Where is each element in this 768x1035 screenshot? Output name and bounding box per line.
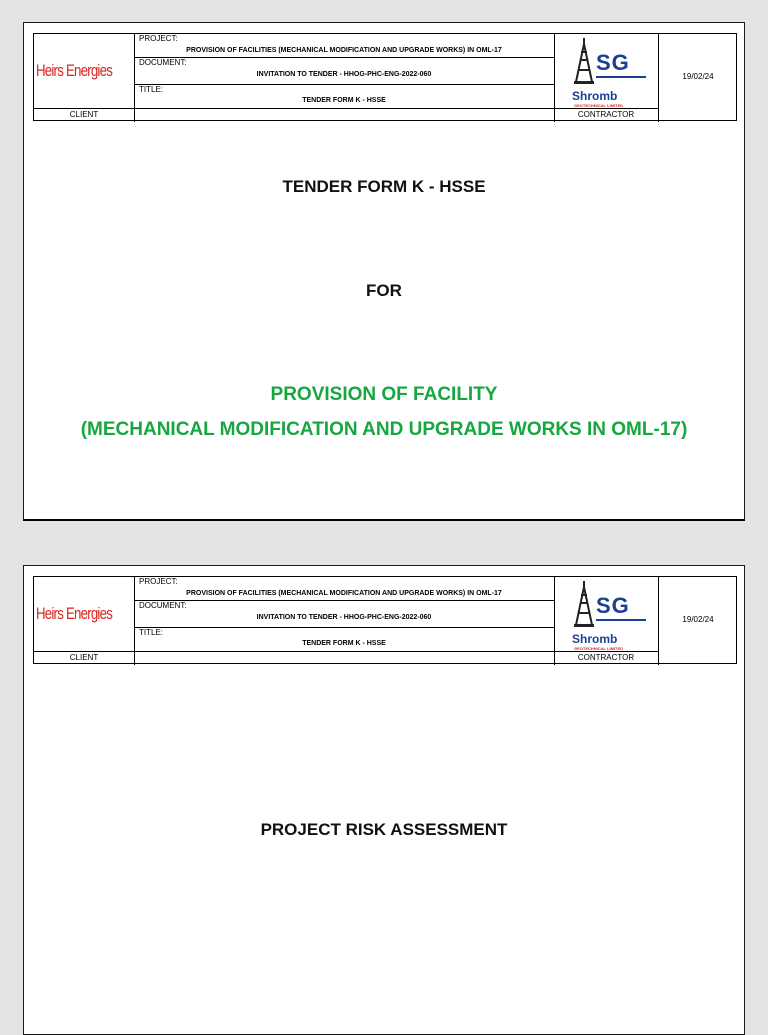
heirs-energies-logo: [36, 40, 132, 102]
project-value: PROVISION OF FACILITIES (MECHANICAL MODIFICATION AND UPGRADE WORKS) IN OML-17: [186, 590, 502, 597]
contractor-label: CONTRACTOR: [577, 653, 635, 662]
document-page-2: [23, 565, 745, 1035]
for-text: FOR: [366, 281, 402, 300]
document-label: DOCUMENT:: [139, 601, 187, 610]
contractor-tagline: GEOTECHNICAL LIMITED: [574, 646, 624, 651]
title-block-header: [33, 576, 737, 664]
contractor-name: Shromb: [572, 632, 618, 646]
document-page-1: [23, 22, 745, 521]
project-title-line-2: (MECHANICAL MODIFICATION AND UPGRADE WORKS IN OML-17): [80, 419, 688, 440]
project-value: PROVISION OF FACILITIES (MECHANICAL MODIFICATION AND UPGRADE WORKS) IN OML-17: [186, 47, 502, 54]
drilling-rig-icon: [572, 38, 596, 84]
contractor-tagline: GEOTECHNICAL LIMITED: [574, 103, 624, 108]
shromb-logo: [556, 36, 658, 108]
section-title: PROJECT RISK ASSESSMENT: [260, 820, 508, 839]
client-label: CLIENT: [69, 653, 99, 662]
document-label: DOCUMENT:: [139, 58, 187, 67]
client-logo-text: Heirs Energies: [36, 604, 113, 623]
project-title-line-1: PROVISION OF FACILITY: [270, 384, 498, 405]
document-value: INVITATION TO TENDER - HHOG-PHC-ENG-2022-060: [256, 71, 432, 78]
title-value: TENDER FORM K - HSSE: [302, 640, 386, 647]
contractor-logo-text: SG: [596, 50, 630, 75]
project-label: PROJECT:: [139, 34, 178, 43]
title-block-header: [33, 33, 737, 121]
heirs-energies-logo: [36, 583, 132, 645]
document-value: INVITATION TO TENDER - HHOG-PHC-ENG-2022-060: [256, 614, 432, 621]
date-value: 19/02/24: [682, 615, 714, 624]
contractor-name: Shromb: [572, 89, 618, 103]
page-title: TENDER FORM K - HSSE: [282, 177, 486, 196]
title-label: TITLE:: [139, 85, 164, 94]
drilling-rig-icon: [572, 581, 596, 627]
contractor-label: CONTRACTOR: [577, 110, 635, 119]
title-value: TENDER FORM K - HSSE: [302, 97, 386, 104]
contractor-logo-text: SG: [596, 593, 630, 618]
title-label: TITLE:: [139, 628, 164, 637]
client-logo-text: Heirs Energies: [36, 61, 113, 80]
date-value: 19/02/24: [682, 72, 714, 81]
project-label: PROJECT:: [139, 577, 178, 586]
client-label: CLIENT: [69, 110, 99, 119]
shromb-logo: [556, 579, 658, 651]
